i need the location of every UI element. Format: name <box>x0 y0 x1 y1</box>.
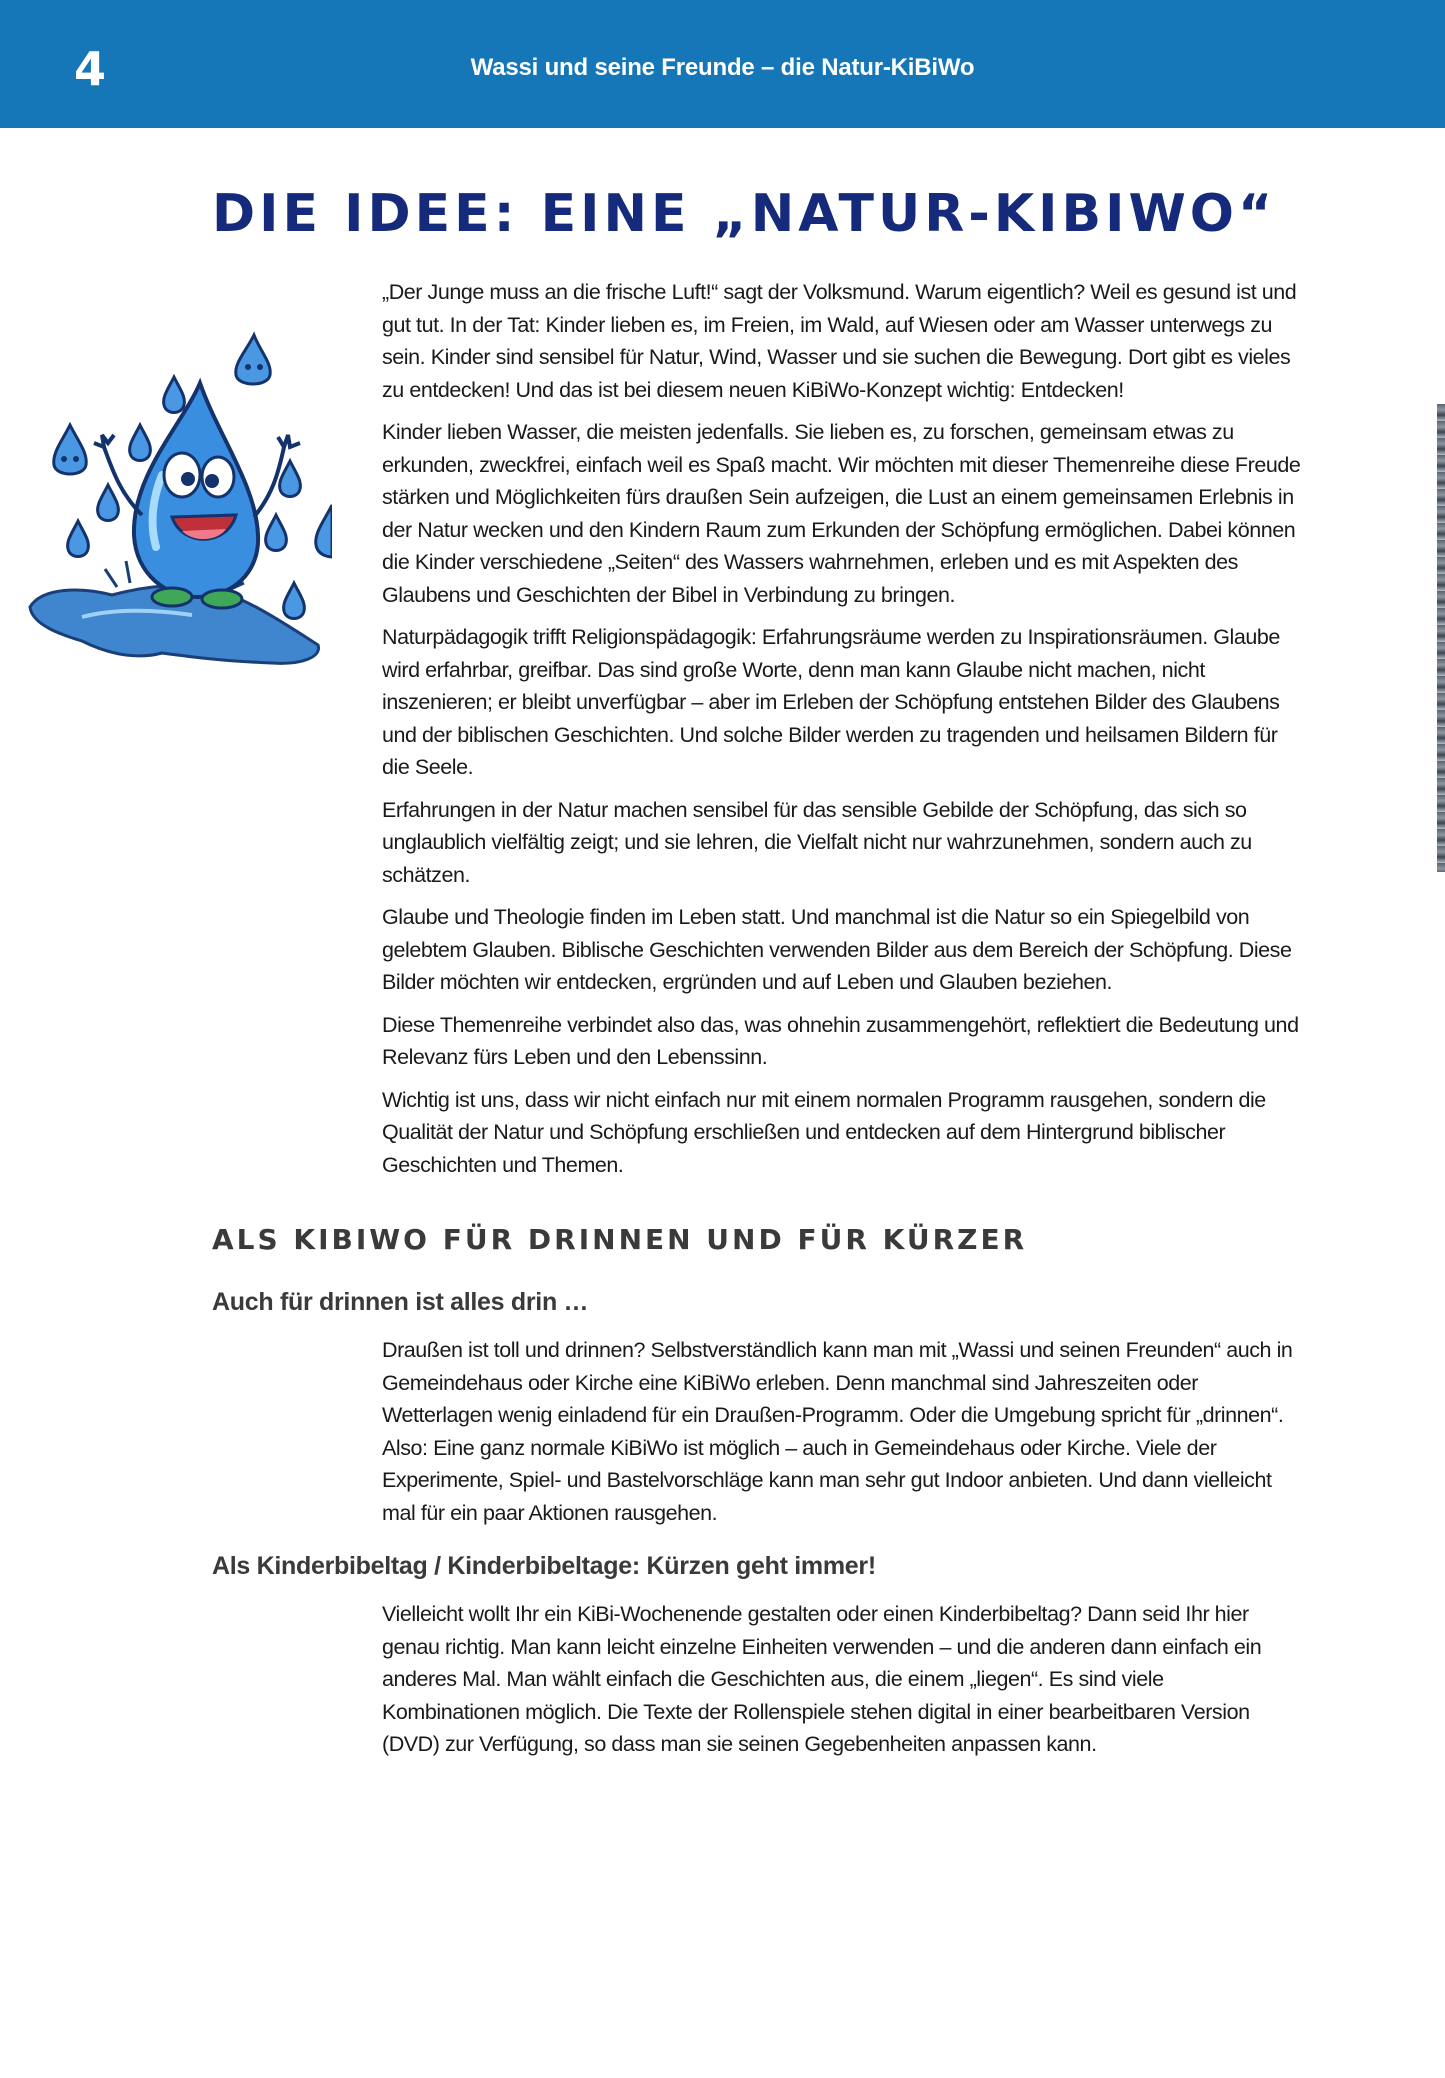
subsection-heading-indoor: Auch für drinnen ist alles drin … <box>212 1288 589 1316</box>
page-title: DIE IDEE: EINE „NATUR-KIBIWO“ <box>212 184 1277 244</box>
paragraph: Glaube und Theologie finden im Leben statt. Und manchmal ist die Natur so ein Spiegelbild von gelebtem Glauben. Biblische Geschichten verwenden Bilder aus dem Bereich der Schöpfung. Diese Bilder möchten wir entdecken, ergründen und auf Leben und Glauben beziehen. <box>382 905 1292 994</box>
paragraph: Kinder lieben Wasser, die meisten jedenfalls. Sie lieben es, zu forschen, gemeinsam etwas zu erkunden, zweckfrei, einfach weil es Spaß macht. Wir möchten mit dieser Themenreihe diese Freude stärken und Möglichkeiten fürs draußen Sein aufzeigen, die Lust an einem gemeinsamen Erlebnis in der Natur wecken und den Kindern Raum zum Erkunden der Schöpfung ermöglichen. Dabei können die Kinder verschiedene „Seiten“ des Wassers wahrnehmen, erleben und es mit Aspekten des Glaubens und Geschichten der Bibel in Verbindung zu bringen. <box>382 420 1301 607</box>
adjacent-page-edge <box>1437 404 1445 872</box>
running-header-title: Wassi und seine Freunde – die Natur-KiBiWo <box>470 54 975 81</box>
paragraph: Draußen ist toll und drinnen? Selbstverständlich kann man mit „Wassi und seinen Freunden“ auch in Gemeindehaus oder Kirche eine KiBiWo erleben. Denn manchmal sind Jahreszeiten oder Wetterlagen wenig einladend für ein Draußen-Programm. Oder die Umgebung spricht für „drinnen“. Also: Eine ganz normale KiBiWo ist möglich – auch in Gemeindehaus oder Kirche. Viele der Experimente, Spiel- und Bastelvorschläge kann man sehr gut Indoor anbieten. Und dann vielleicht mal für ein paar Aktionen rausgehen. <box>382 1338 1293 1525</box>
page-number: 4 <box>74 42 107 96</box>
subsection-heading-short: Als Kinderbibeltag / Kinderbibeltage: Kürzen geht immer! <box>212 1552 876 1580</box>
wassi-water-drop-illustration <box>22 325 332 685</box>
paragraph: Wichtig ist uns, dass wir nicht einfach nur mit einem normalen Programm rausgehen, sondern die Qualität der Natur und Schöpfung erschließen und entdecken auf dem Hintergrund biblischer Geschichten und Themen. <box>382 1087 1266 1177</box>
small-drop <box>316 505 332 557</box>
section-heading: ALS KIBIWO FÜR DRINNEN UND FÜR KÜRZER <box>212 1223 1028 1256</box>
small-drop <box>236 335 270 384</box>
paragraph: Vielleicht wollt Ihr ein KiBi-Wochenende gestalten oder einen Kinderbibeltag? Dann seid Ihr hier genau richtig. Man kann leicht einzelne Einheiten verwenden – und die anderen dann einfach ein anderes Mal. Man wählt einfach die Geschichten aus, die einem „liegen“. Es sind viele Kombinationen möglich. Die Texte der Rollenspiele stehen digital in einer bearbeitbaren Version (DVD) zur Verfügung, so dass man sie seinen Gegebenheiten anpassen kann. <box>382 1602 1262 1756</box>
paragraph: „Der Junge muss an die frische Luft!“ sagt der Volksmund. Warum eigentlich? Weil es gesund ist und gut tut. In der Tat: Kinder lieben es, im Freien, im Wald, auf Wiesen oder am Wasser unterwegs zu sein. Kinder sind sensibel für Natur, Wind, Wasser und sie suchen die Bewegung. Dort gibt es vieles zu entdecken! Und das ist bei diesem neuen KiBiWo-Konzept wichtig: Entdecken! <box>382 280 1297 402</box>
subsection-text-short <box>382 1598 1302 1771</box>
paragraph: Diese Themenreihe verbindet also das, was ohnehin zusammengehört, reflektiert die Bedeutung und Relevanz fürs Leben und den Lebenssinn. <box>382 1012 1299 1069</box>
subsection-text-indoor <box>382 1334 1302 1539</box>
paragraph: Naturpädagogik trifft Religionspädagogik: Erfahrungsräume werden zu Inspirationsräumen. Glaube wird erfahrbar, greifbar. Das sind große Worte, denn man kann Glaube nicht machen, nicht inszenieren; er bleibt unverfügbar – aber im Erleben der Schöpfung entstehen Bilder des Glaubens und der biblischen Geschichten. Und solche Bilder werden zu tragenden und heilsamen Bildern für die Seele. <box>382 625 1280 779</box>
paragraph: Erfahrungen in der Natur machen sensibel für das sensible Gebilde der Schöpfung, das sich so unglaublich vielfältig zeigt; und sie lehren, die Vielfalt nicht nur wahrzunehmen, sondern auch zu schätzen. <box>382 797 1252 887</box>
small-drop <box>54 425 87 474</box>
header-bar <box>0 0 1445 128</box>
intro-text <box>382 276 1302 1191</box>
